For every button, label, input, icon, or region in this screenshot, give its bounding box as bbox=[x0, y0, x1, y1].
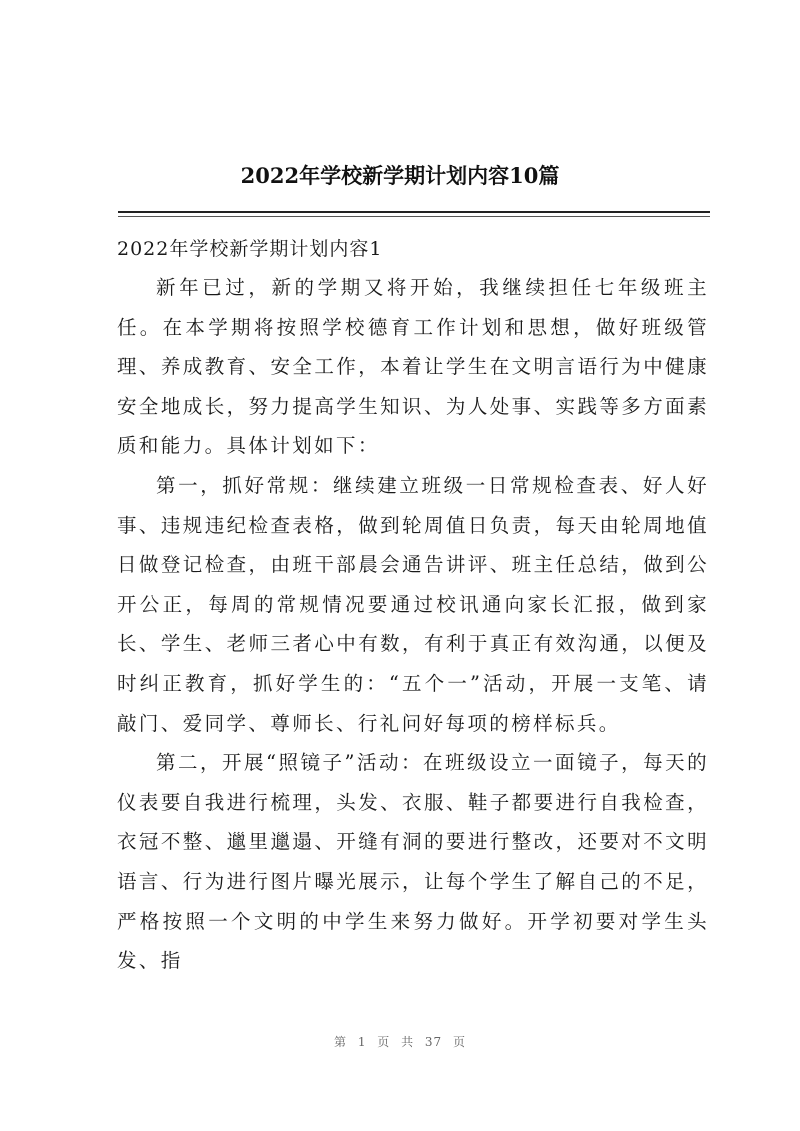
paragraph: 新年已过，新的学期又将开始，我继续担任七年级班主任。在本学期将按照学校德育工作计划和思想，做好班级管理、养成教育、安全工作，本着让学生在文明言语行为中健康安全地成长，努力提高学生知识、为人处事、实践等多方面素质和能力。具体计划如下： bbox=[117, 276, 709, 458]
document-body bbox=[117, 268, 709, 981]
page-number-footer: 第 1 页 共 37 页 bbox=[334, 1035, 466, 1049]
section-heading: 2022年学校新学期计划内容1 bbox=[117, 238, 383, 260]
paragraph: 第二，开展“照镜子”活动：在班级设立一面镜子，每天的仪表要自我进行梳理，头发、衣服、鞋子都要进行自我检查，衣冠不整、邋里邋遢、开缝有洞的要进行整改，还要对不文明语言、行为进行图片曝光展示，让每个学生了解自己的不足，严格按照一个文明的中学生来努力做好。开学初要对学生头发、指 bbox=[117, 751, 709, 973]
title-divider-thin bbox=[118, 216, 710, 217]
document-title: 2022年学校新学期计划内容10篇 bbox=[240, 163, 560, 188]
paragraph: 第一，抓好常规：继续建立班级一日常规检查表、好人好事、违规违纪检查表格，做到轮周值日负责，每天由轮周地值日做登记检查，由班干部晨会通告讲评、班主任总结，做到公开公正，每周的常规情况要通过校讯通向家长汇报，做到家长、学生、老师三者心中有数，有利于真正有效沟通，以便及时纠正教育，抓好学生的：“五个一”活动，开展一支笔、请敲门、爱同学、尊师长、行礼问好每项的榜样标兵。 bbox=[117, 473, 709, 735]
title-divider bbox=[118, 211, 710, 213]
